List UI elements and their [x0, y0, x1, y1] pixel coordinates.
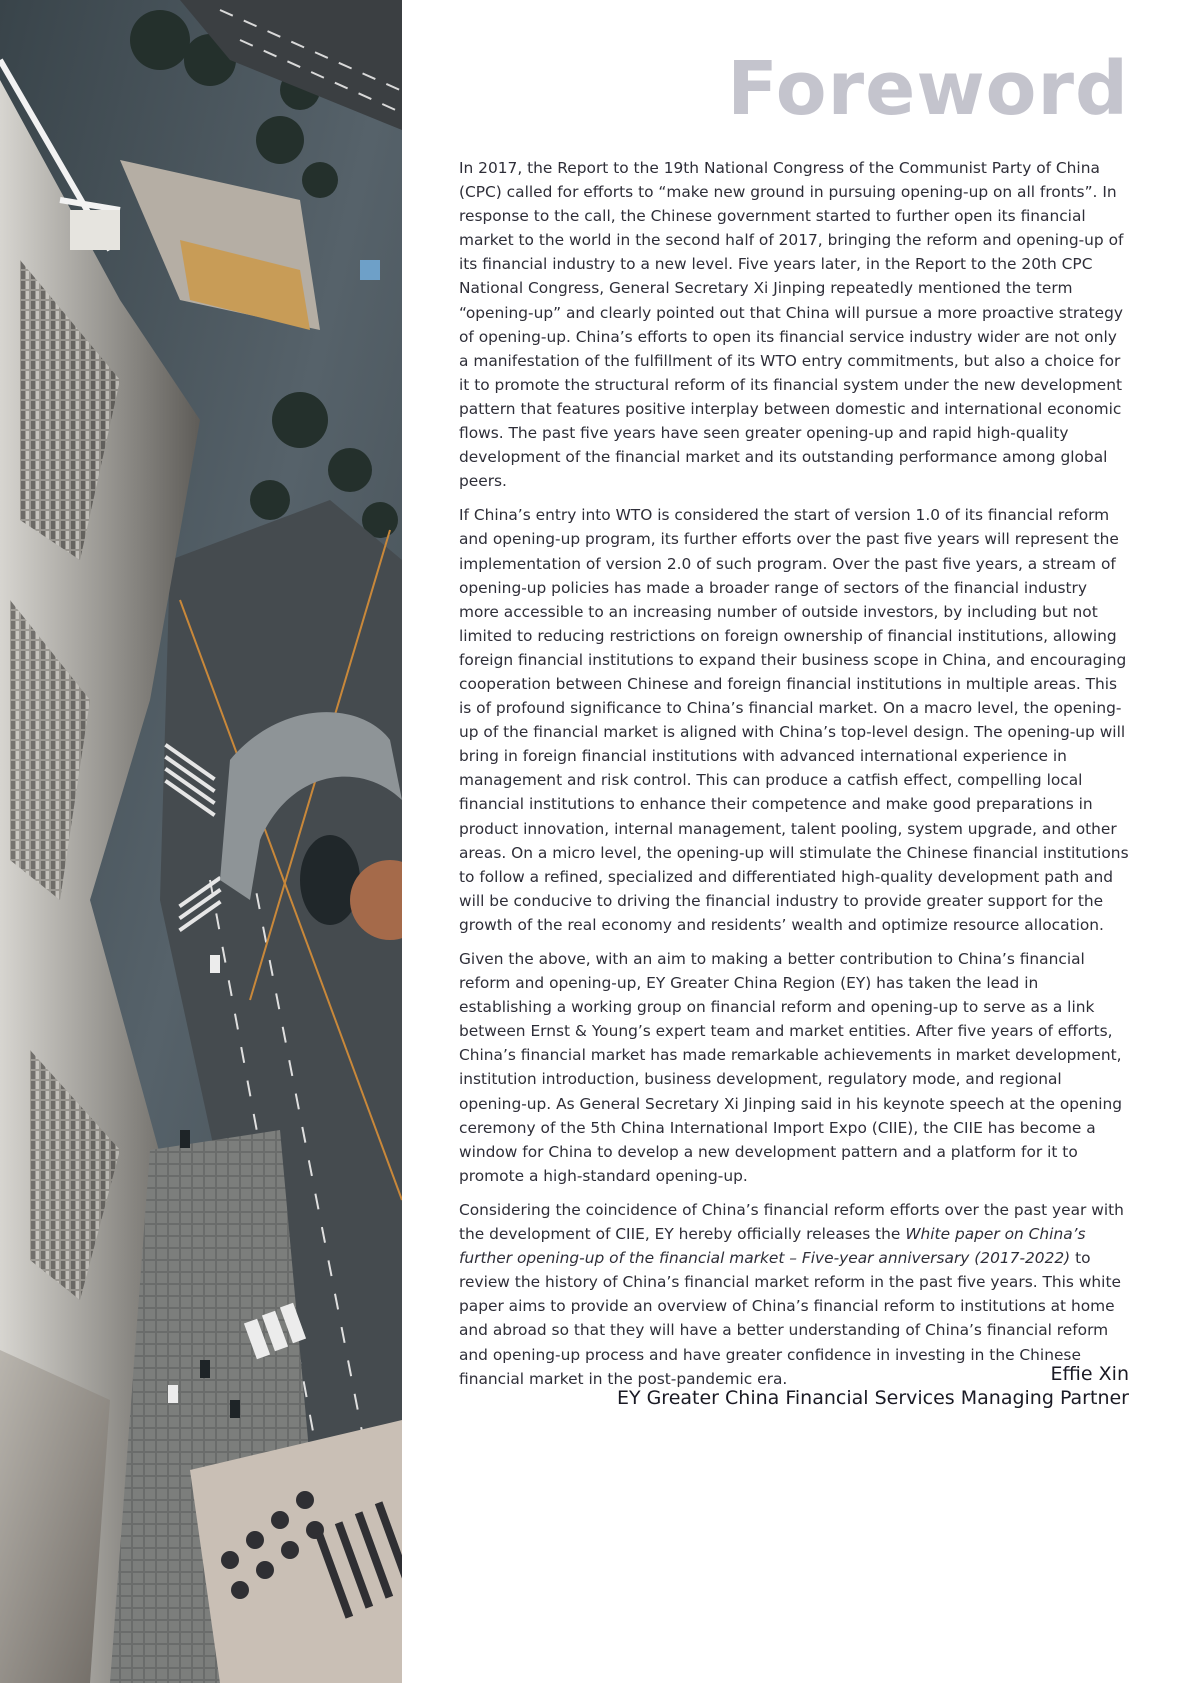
paragraph-3: Given the above, with an aim to making a better contribution to China’s financial reform and opening-up, EY Greater China Region (EY) has taken the lead in establishing a working group on financial reform and opening-up to serve as a link between Ernst & Young’s expert team and market entities. After five years of efforts, China’s financial market has made remarkable achievements in market development, institution introduction, business development, regulatory mode, and regional opening-up. As General Secretary Xi Jinping said in his keynote speech at the opening ceremony of the 5th China International Import Expo (CIIE), the CIIE has become a window for China to develop a new development pattern and a platform for it to promote a high-standard opening-up.: [459, 950, 1123, 1185]
page-title: Foreword: [727, 46, 1129, 132]
signature-block: [617, 1362, 1129, 1410]
foreword-body: [459, 156, 1129, 1401]
aerial-city-photo: [0, 0, 402, 1683]
white-paper-title: White paper on China’s further opening-up of the financial market – Five-year anniversary (2017-2022): [459, 1225, 1086, 1268]
paragraph-4-intro: Considering the coincidence of China’s financial reform efforts over the past year with the development of CIIE, EY hereby officially releases the: [459, 1200, 1124, 1244]
paragraph-4-rest: to review the history of China’s financial market reform in the past five years. This white paper aims to provide an overview of China’s financial reform to institutions at home and abroad so that they will have a better understanding of China’s financial reform and opening-up process and have greater confidence in investing in the Chinese financial market in the post-pandemic era.: [459, 1249, 1121, 1388]
signature-name: Effie Xin: [1050, 1363, 1129, 1385]
signature-role: EY Greater China Financial Services Managing Partner: [616, 1387, 1129, 1409]
paragraph-1: In 2017, the Report to the 19th National Congress of the Communist Party of China (CPC) called for efforts to “make new ground in pursuing opening-up on all fronts”. In response to the call, the Chinese government started to further open its financial market to the world in the second half of 2017, bringing the reform and opening-up of its financial industry to a new level. Five years later, in the Report to the 20th CPC National Congress, General Secretary Xi Jinping repeatedly mentioned the term “opening-up” and clearly pointed out that China will pursue a more proactive strategy of opening-up. China’s efforts to open its financial service industry wider are not only a manifestation of the fulfillment of its WTO entry commitments, but also a choice for it to promote the structural reform of its financial system under the new development pattern that features positive interplay between domestic and international economic flows. The past five years have seen greater opening-up and rapid high-quality development of the financial market and its outstanding performance among global peers.: [459, 159, 1124, 491]
paragraph-2: If China’s entry into WTO is considered the start of version 1.0 of its financial reform and opening-up program, its further efforts over the past five years will represent the implementation of version 2.0 of such program. Over the past five years, a stream of opening-up policies has made a broader range of sectors of the financial industry more accessible to an increasing number of outside investors, by including but not limited to reducing restrictions on foreign ownership of financial institutions, allowing foreign financial institutions to expand their business scope in China, and encouraging cooperation between Chinese and foreign financial institutions in multiple areas. This is of profound significance to China’s financial market. On a macro level, the opening-up of the financial market is aligned with China’s top-level design. The opening-up will bring in foreign financial institutions with advanced international experience in management and risk control. This can produce a catfish effect, compelling local financial institutions to enhance their competence and make good preparations in product innovation, internal management, talent pooling, system upgrade, and other areas. On a micro level, the opening-up will stimulate the Chinese financial institutions to follow a refined, specialized and differentiated high-quality development path and will be conducive to driving the financial industry to provide greater support for the growth of the real economy and residents’ wealth and optimize resource allocation.: [459, 506, 1129, 934]
